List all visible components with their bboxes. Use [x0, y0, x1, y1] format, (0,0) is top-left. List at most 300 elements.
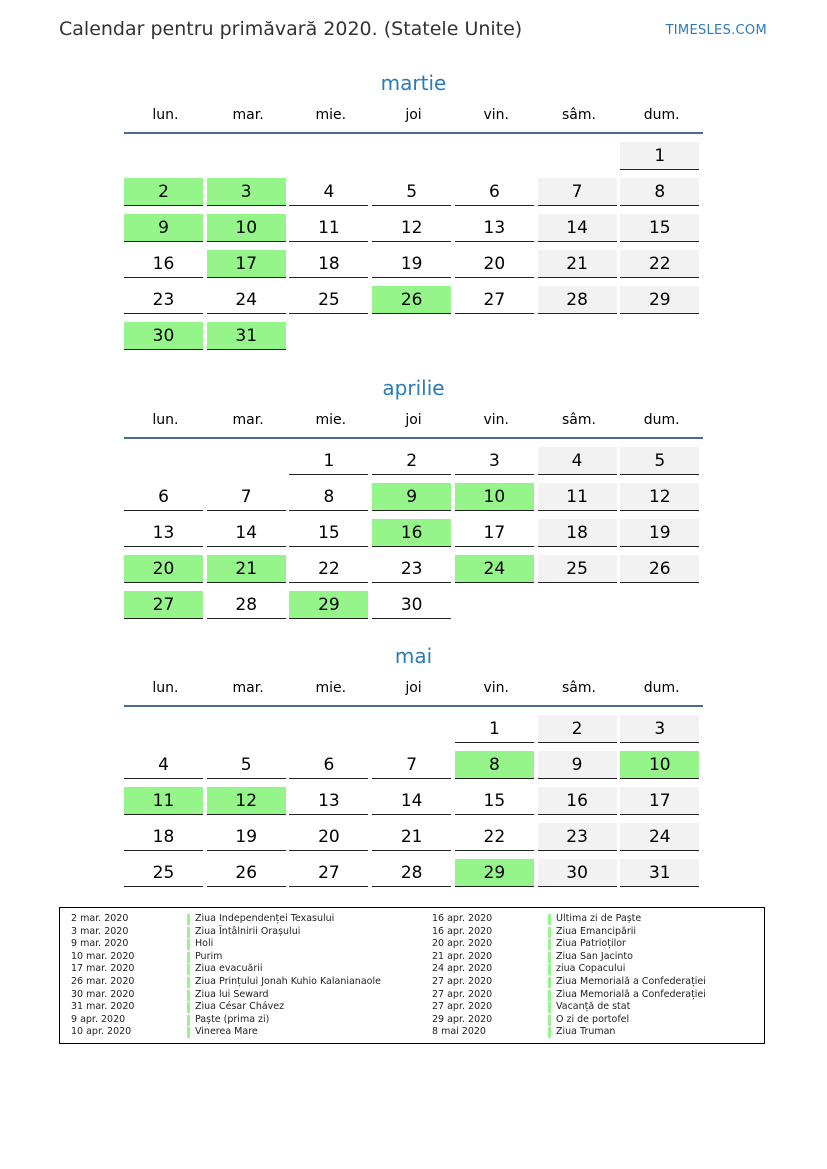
- day-cell: [538, 318, 621, 354]
- holiday-day[interactable]: 12: [207, 787, 286, 815]
- weekday-label: dum.: [643, 107, 680, 123]
- holiday-color-marker: [187, 914, 190, 925]
- holiday-day[interactable]: 17: [207, 250, 286, 278]
- day-cell: [372, 282, 455, 318]
- legend-date: 2 mar. 2020: [71, 913, 129, 924]
- holiday-color-marker: [548, 1002, 551, 1013]
- month-name: martie: [380, 71, 447, 95]
- legend-date: 24 apr. 2020: [432, 963, 493, 975]
- day-cell: [455, 479, 538, 515]
- day-cell: [124, 587, 207, 623]
- week-row: [124, 318, 703, 354]
- day-cell: [289, 855, 372, 891]
- calendar-day[interactable]: 15: [455, 787, 534, 815]
- day-cell: [207, 318, 290, 354]
- calendar-day[interactable]: 1: [620, 142, 699, 170]
- day-cell: [620, 747, 703, 783]
- calendar-day[interactable]: 1: [289, 447, 368, 475]
- calendar-day[interactable]: 11: [538, 483, 617, 511]
- weekday-label: mie.: [315, 680, 347, 696]
- day-cell: [620, 318, 703, 354]
- legend-holiday-name: Paște (prima zi): [195, 1013, 270, 1025]
- day-cell: [455, 783, 538, 819]
- legend-holiday-name: Ziua Prințului Jonah Kuhio Kalanianaole: [195, 975, 381, 987]
- holiday-day[interactable]: 26: [372, 286, 451, 314]
- holiday-day[interactable]: 10: [620, 751, 699, 779]
- day-cell: [207, 282, 290, 318]
- calendar-day[interactable]: 23: [124, 286, 203, 314]
- day-cell: [289, 318, 372, 354]
- day-cell: [538, 174, 621, 210]
- weekday-label: lun.: [152, 107, 179, 123]
- legend-holiday-name: Ziua Truman: [556, 1026, 616, 1038]
- legend-date: 27 apr. 2020: [432, 988, 493, 1000]
- day-cell: [207, 819, 290, 855]
- day-cell: [455, 443, 538, 479]
- day-cell: [455, 551, 538, 587]
- legend-holiday-name: ziua Copacului: [556, 963, 626, 975]
- holiday-day[interactable]: 27: [124, 591, 203, 619]
- weekday-label: lun.: [152, 412, 179, 428]
- calendar-day[interactable]: 2: [372, 447, 451, 475]
- weekday-label: joi: [405, 680, 422, 696]
- legend-date: 31 mar. 2020: [71, 1001, 135, 1013]
- calendar-day[interactable]: 13: [455, 214, 534, 242]
- legend-holiday-name: Purim: [195, 950, 223, 962]
- day-cell: [124, 551, 207, 587]
- calendar-day[interactable]: 7: [538, 178, 617, 206]
- weekday-label: sâm.: [561, 412, 596, 428]
- day-cell: [372, 174, 455, 210]
- legend-date: 27 apr. 2020: [432, 975, 493, 987]
- weekday-label: sâm.: [561, 680, 596, 696]
- day-cell: [289, 747, 372, 783]
- week-row: [124, 747, 703, 783]
- calendar-day[interactable]: 6: [455, 178, 534, 206]
- day-cell: [372, 855, 455, 891]
- legend-holiday-name: Holi: [195, 938, 214, 950]
- weekday-label: joi: [405, 107, 422, 123]
- calendar-day[interactable]: 14: [538, 214, 617, 242]
- week-row: [124, 138, 703, 174]
- legend-date: 10 apr. 2020: [71, 1026, 132, 1038]
- weekday-label: mar.: [232, 107, 264, 123]
- week-row: [124, 587, 703, 623]
- day-cell: [289, 282, 372, 318]
- legend-holiday-name: Vacanță de stat: [556, 1001, 631, 1013]
- calendar-day[interactable]: 25: [538, 555, 617, 583]
- weekday-label: mar.: [232, 680, 264, 696]
- day-cell: [372, 711, 455, 747]
- calendar-day[interactable]: 18: [538, 519, 617, 547]
- weekday-label: joi: [405, 412, 422, 428]
- day-cell: [124, 246, 207, 282]
- calendar-day[interactable]: 24: [620, 823, 699, 851]
- calendar-day[interactable]: 12: [372, 214, 451, 242]
- legend-holiday-name: Ziua Memorială a Confederației: [556, 988, 706, 1000]
- day-cell: [372, 747, 455, 783]
- legend-holiday-name: Ziua Emancipării: [556, 925, 637, 937]
- calendar-day[interactable]: 7: [372, 751, 451, 779]
- calendar-day[interactable]: 2: [538, 715, 617, 743]
- month-grid: [124, 711, 703, 891]
- holiday-day[interactable]: 3: [207, 178, 286, 206]
- header-divider: [124, 437, 703, 439]
- holiday-day[interactable]: 10: [455, 483, 534, 511]
- calendar-day[interactable]: 9: [538, 751, 617, 779]
- week-row: [124, 711, 703, 747]
- calendar-day[interactable]: 19: [372, 250, 451, 278]
- day-cell: [207, 210, 290, 246]
- legend-entry: [432, 938, 762, 951]
- day-cell: [289, 210, 372, 246]
- day-cell: [538, 819, 621, 855]
- calendar-day[interactable]: 30: [372, 591, 451, 619]
- calendar-day[interactable]: 26: [620, 555, 699, 583]
- legend-holiday-name: Ziua San Jacinto: [556, 950, 633, 962]
- calendar-day[interactable]: 28: [538, 286, 617, 314]
- legend-date: 27 apr. 2020: [432, 1001, 493, 1013]
- holiday-day[interactable]: 16: [372, 519, 451, 547]
- day-cell: [538, 479, 621, 515]
- legend-entry: [71, 951, 401, 964]
- calendar-day[interactable]: 27: [289, 859, 368, 887]
- calendar-day[interactable]: 15: [620, 214, 699, 242]
- holiday-day[interactable]: 11: [124, 787, 203, 815]
- calendar-day[interactable]: 16: [538, 787, 617, 815]
- legend-holiday-name: Ziua César Chávez: [195, 1001, 285, 1013]
- day-cell: [455, 210, 538, 246]
- day-cell: [289, 551, 372, 587]
- day-cell: [620, 174, 703, 210]
- calendar-day[interactable]: 28: [207, 591, 286, 619]
- calendar-day[interactable]: 4: [124, 751, 203, 779]
- day-cell: [372, 515, 455, 551]
- holiday-day[interactable]: 20: [124, 555, 203, 583]
- day-cell: [455, 587, 538, 623]
- weekday-label: vin.: [483, 412, 509, 428]
- calendar-day[interactable]: 22: [455, 823, 534, 851]
- day-cell: [207, 443, 290, 479]
- weekday-label: mie.: [315, 107, 347, 123]
- holiday-day[interactable]: 8: [455, 751, 534, 779]
- day-cell: [124, 210, 207, 246]
- header-divider: [124, 132, 703, 134]
- day-cell: [455, 174, 538, 210]
- day-cell: [372, 443, 455, 479]
- day-cell: [124, 318, 207, 354]
- calendar-day[interactable]: 27: [455, 286, 534, 314]
- calendar-day[interactable]: 5: [372, 178, 451, 206]
- legend-date: 16 apr. 2020: [432, 925, 493, 937]
- month-name: mai: [394, 644, 433, 668]
- legend-holiday-name: Ziua Independenței Texasului: [195, 913, 335, 924]
- header-divider: [124, 705, 703, 707]
- calendar-day[interactable]: 20: [455, 250, 534, 278]
- legend-date: 30 mar. 2020: [71, 988, 135, 1000]
- legend-date: 8 mai 2020: [432, 1026, 486, 1038]
- holiday-day[interactable]: 9: [372, 483, 451, 511]
- legend-entry: [432, 1001, 762, 1014]
- weekday-label: mar.: [232, 412, 264, 428]
- calendar-day[interactable]: 30: [538, 859, 617, 887]
- legend-entry: [432, 989, 762, 1002]
- month-aprilie: [124, 375, 703, 623]
- holiday-color-marker: [548, 964, 551, 975]
- day-cell: [620, 246, 703, 282]
- week-row: [124, 210, 703, 246]
- day-cell: [207, 246, 290, 282]
- legend-date: 29 apr. 2020: [432, 1013, 493, 1025]
- calendar-day[interactable]: 23: [538, 823, 617, 851]
- calendar-day[interactable]: 19: [620, 519, 699, 547]
- day-cell: [289, 587, 372, 623]
- calendar-day[interactable]: 7: [207, 483, 286, 511]
- legend-date: 9 mar. 2020: [71, 938, 129, 950]
- legend-entry: [71, 989, 401, 1002]
- calendar-day[interactable]: 4: [289, 178, 368, 206]
- calendar-day[interactable]: 8: [289, 483, 368, 511]
- day-cell: [620, 819, 703, 855]
- weekday-header: [124, 677, 703, 699]
- month-mai: [124, 643, 703, 891]
- day-cell: [124, 443, 207, 479]
- week-row: [124, 783, 703, 819]
- holiday-day[interactable]: 2: [124, 178, 203, 206]
- holiday-color-marker: [548, 1027, 551, 1038]
- legend-date: 21 apr. 2020: [432, 950, 493, 962]
- calendar-day[interactable]: 29: [620, 286, 699, 314]
- calendar-day[interactable]: 31: [620, 859, 699, 887]
- holiday-color-marker: [548, 990, 551, 1001]
- day-cell: [289, 479, 372, 515]
- day-cell: [124, 855, 207, 891]
- weekday-header: [124, 409, 703, 431]
- day-cell: [538, 210, 621, 246]
- calendar-day[interactable]: 24: [207, 286, 286, 314]
- calendar-day[interactable]: 1: [455, 715, 534, 743]
- weekday-label: dum.: [643, 680, 680, 696]
- legend-entry: [71, 926, 401, 939]
- day-cell: [620, 282, 703, 318]
- holiday-day[interactable]: 24: [455, 555, 534, 583]
- holiday-day[interactable]: 10: [207, 214, 286, 242]
- day-cell: [207, 174, 290, 210]
- day-cell: [620, 210, 703, 246]
- legend-holiday-name: O zi de portofel: [556, 1013, 630, 1025]
- weekday-header: [124, 104, 703, 126]
- legend-entry: [432, 1026, 762, 1039]
- holiday-day[interactable]: 30: [124, 322, 203, 350]
- weekday-label: dum.: [643, 412, 680, 428]
- week-row: [124, 819, 703, 855]
- legend-holiday-name: Ultima zi de Paște: [556, 913, 642, 924]
- calendar-day[interactable]: 22: [620, 250, 699, 278]
- legend-date: 20 apr. 2020: [432, 938, 493, 950]
- holiday-color-marker: [187, 939, 190, 950]
- holiday-color-marker: [548, 914, 551, 925]
- calendar-day[interactable]: 8: [620, 178, 699, 206]
- holiday-day[interactable]: 31: [207, 322, 286, 350]
- day-cell: [124, 515, 207, 551]
- holiday-day[interactable]: 21: [207, 555, 286, 583]
- day-cell: [455, 515, 538, 551]
- day-cell: [124, 138, 207, 174]
- calendar-day[interactable]: 3: [455, 447, 534, 475]
- legend-entry: [71, 1001, 401, 1014]
- calendar-day[interactable]: 5: [207, 751, 286, 779]
- legend-entry: [71, 913, 401, 926]
- calendar-day[interactable]: 25: [289, 286, 368, 314]
- day-cell: [372, 819, 455, 855]
- calendar-day[interactable]: 18: [124, 823, 203, 851]
- day-cell: [455, 855, 538, 891]
- day-cell: [207, 551, 290, 587]
- week-row: [124, 282, 703, 318]
- calendar-day[interactable]: 11: [289, 214, 368, 242]
- day-cell: [124, 711, 207, 747]
- day-cell: [620, 138, 703, 174]
- calendar-day[interactable]: 26: [207, 859, 286, 887]
- calendar-day[interactable]: 25: [124, 859, 203, 887]
- legend-entry: [432, 1014, 762, 1027]
- day-cell: [289, 711, 372, 747]
- week-row: [124, 515, 703, 551]
- holiday-day[interactable]: 9: [124, 214, 203, 242]
- day-cell: [538, 587, 621, 623]
- day-cell: [207, 515, 290, 551]
- calendar-day[interactable]: 15: [289, 519, 368, 547]
- legend-entry: [432, 963, 762, 976]
- day-cell: [372, 318, 455, 354]
- day-cell: [372, 783, 455, 819]
- day-cell: [124, 783, 207, 819]
- day-cell: [538, 443, 621, 479]
- holiday-legend: [59, 907, 765, 1044]
- holiday-color-marker: [548, 977, 551, 988]
- week-row: [124, 855, 703, 891]
- legend-entry: [432, 913, 762, 926]
- legend-holiday-name: Ziua Patrioților: [556, 938, 626, 950]
- week-row: [124, 551, 703, 587]
- day-cell: [207, 747, 290, 783]
- day-cell: [289, 443, 372, 479]
- day-cell: [372, 246, 455, 282]
- calendar-day[interactable]: 13: [289, 787, 368, 815]
- day-cell: [372, 479, 455, 515]
- page-title: Calendar pentru primăvară 2020. (Statele Unite): [59, 18, 523, 40]
- calendar-day[interactable]: 28: [372, 859, 451, 887]
- day-cell: [124, 282, 207, 318]
- calendar-day[interactable]: 4: [538, 447, 617, 475]
- weekday-label: vin.: [483, 680, 509, 696]
- day-cell: [455, 819, 538, 855]
- calendar-day[interactable]: 13: [124, 519, 203, 547]
- legend-entry: [71, 938, 401, 951]
- day-cell: [538, 747, 621, 783]
- calendar-day[interactable]: 5: [620, 447, 699, 475]
- day-cell: [372, 210, 455, 246]
- calendar-day[interactable]: 16: [124, 250, 203, 278]
- day-cell: [289, 783, 372, 819]
- weekday-label: mie.: [315, 412, 347, 428]
- day-cell: [207, 783, 290, 819]
- holiday-color-marker: [187, 927, 190, 938]
- calendar-day[interactable]: 6: [124, 483, 203, 511]
- calendar-day[interactable]: 3: [620, 715, 699, 743]
- day-cell: [620, 855, 703, 891]
- day-cell: [289, 174, 372, 210]
- day-cell: [289, 246, 372, 282]
- legend-entry: [71, 976, 401, 989]
- day-cell: [372, 551, 455, 587]
- calendar-day[interactable]: 14: [372, 787, 451, 815]
- day-cell: [538, 783, 621, 819]
- holiday-day[interactable]: 29: [289, 591, 368, 619]
- day-cell: [207, 587, 290, 623]
- day-cell: [538, 282, 621, 318]
- calendar-day[interactable]: 17: [620, 787, 699, 815]
- calendar-day[interactable]: 17: [455, 519, 534, 547]
- day-cell: [455, 138, 538, 174]
- calendar-day[interactable]: 21: [372, 823, 451, 851]
- month-name: aprilie: [382, 376, 445, 400]
- month-martie: [124, 70, 703, 354]
- legend-date: 9 apr. 2020: [71, 1013, 126, 1025]
- legend-date: 3 mar. 2020: [71, 925, 129, 937]
- calendar-day[interactable]: 6: [289, 751, 368, 779]
- calendar-day[interactable]: 14: [207, 519, 286, 547]
- day-cell: [620, 443, 703, 479]
- legend-date: 17 mar. 2020: [71, 963, 135, 975]
- day-cell: [620, 711, 703, 747]
- brand-logo[interactable]: TIMESLES.COM: [665, 23, 767, 38]
- holiday-day[interactable]: 29: [455, 859, 534, 887]
- week-row: [124, 479, 703, 515]
- legend-entry: [71, 963, 401, 976]
- legend-entry: [71, 1026, 401, 1039]
- week-row: [124, 443, 703, 479]
- calendar-day[interactable]: 19: [207, 823, 286, 851]
- day-cell: [538, 711, 621, 747]
- day-cell: [455, 318, 538, 354]
- holiday-color-marker: [187, 964, 190, 975]
- calendar-day[interactable]: 22: [289, 555, 368, 583]
- legend-column: [432, 913, 762, 1039]
- day-cell: [207, 138, 290, 174]
- month-grid: [124, 138, 703, 354]
- calendar-day[interactable]: 18: [289, 250, 368, 278]
- legend-date: 16 apr. 2020: [432, 913, 493, 924]
- day-cell: [207, 479, 290, 515]
- holiday-color-marker: [187, 1002, 190, 1013]
- day-cell: [372, 138, 455, 174]
- holiday-color-marker: [187, 1027, 190, 1038]
- day-cell: [538, 855, 621, 891]
- calendar-day[interactable]: 23: [372, 555, 451, 583]
- day-cell: [538, 138, 621, 174]
- calendar-day[interactable]: 20: [289, 823, 368, 851]
- month-grid: [124, 443, 703, 623]
- day-cell: [455, 246, 538, 282]
- holiday-color-marker: [548, 939, 551, 950]
- calendar-day[interactable]: 12: [620, 483, 699, 511]
- day-cell: [289, 138, 372, 174]
- calendar-day[interactable]: 21: [538, 250, 617, 278]
- day-cell: [538, 515, 621, 551]
- holiday-color-marker: [187, 952, 190, 963]
- week-row: [124, 246, 703, 282]
